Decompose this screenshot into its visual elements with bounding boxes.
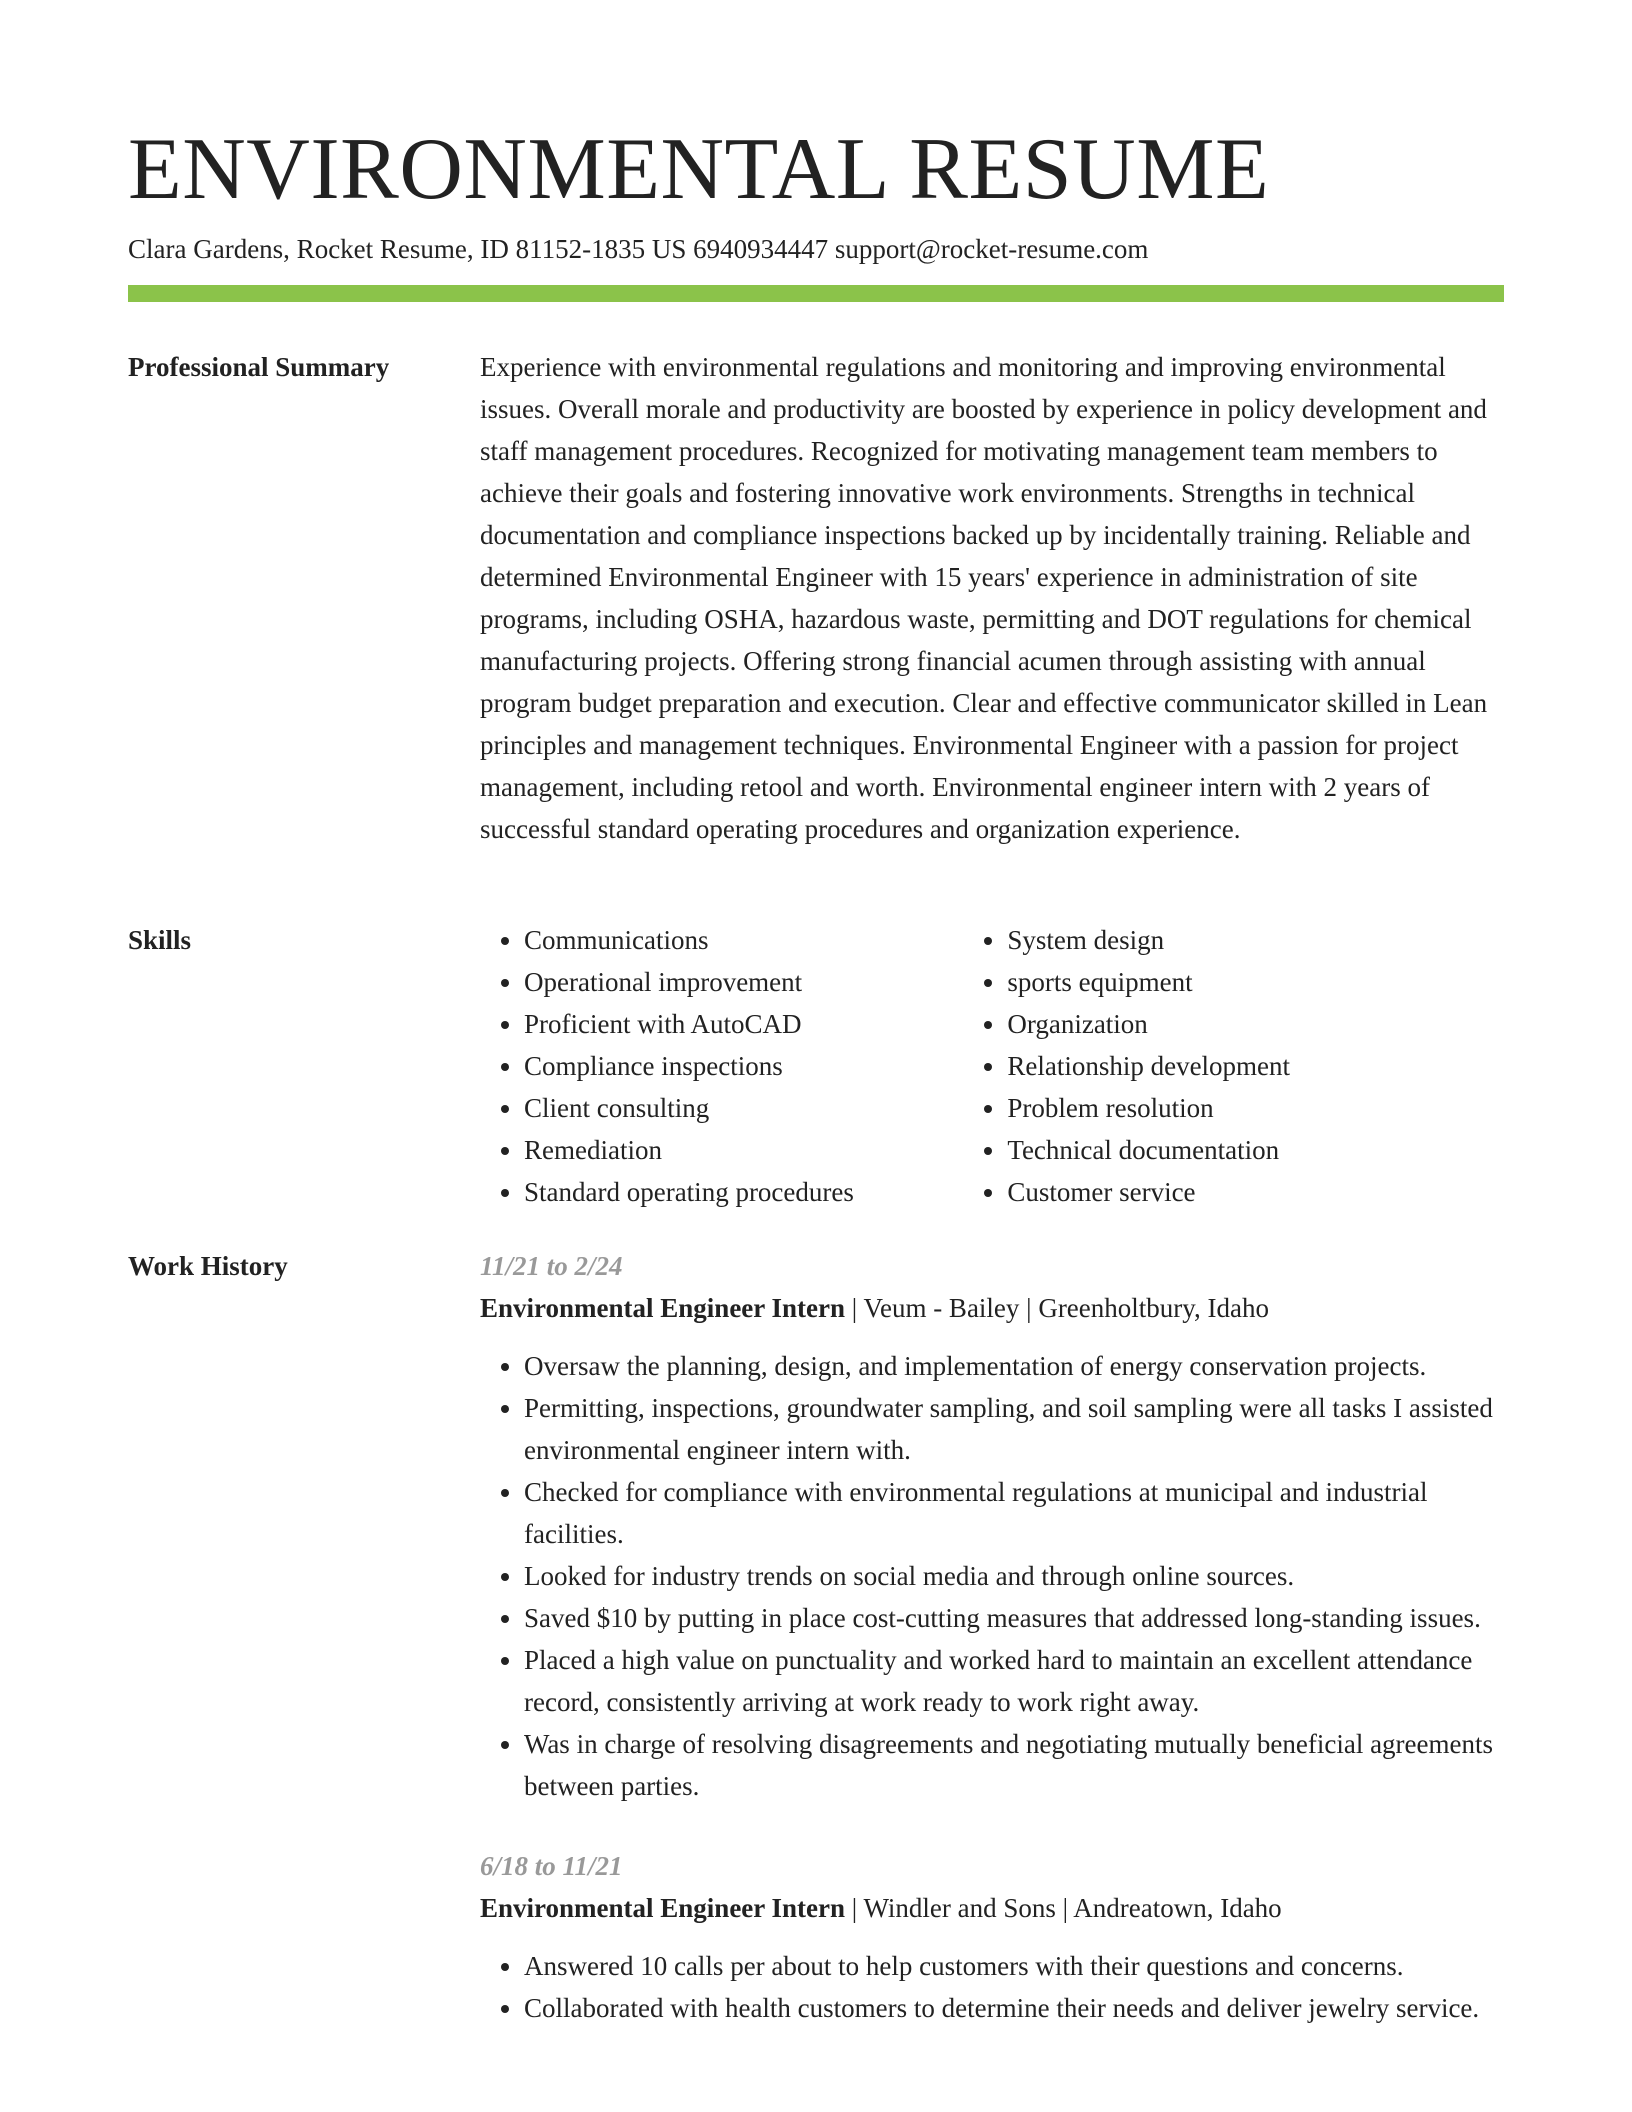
work-history-label: Work History — [128, 1251, 288, 1281]
job-duty: • Saved $10 by putting in place cost-cutting measures that addressed long-standing issues. — [524, 1597, 1504, 1639]
job-duty: • Looked for industry trends on social media and through online sources. — [524, 1555, 1504, 1597]
summary-label: Professional Summary — [128, 352, 390, 382]
job-header — [480, 1287, 1504, 1329]
skill-item: • System design — [1007, 919, 1504, 961]
job-duties — [480, 1945, 1504, 2029]
skill-item: • sports equipment — [1007, 961, 1504, 1003]
skills-section — [480, 919, 1504, 1213]
job-duty: • Checked for compliance with environmental regulations at municipal and industrial facilities. — [524, 1471, 1504, 1555]
skill-item: • Technical documentation — [1007, 1129, 1504, 1171]
job-dates: 11/21 to 2/24 — [480, 1251, 623, 1281]
skill-item: • Problem resolution — [1007, 1087, 1504, 1129]
job-duty: • Answered 10 calls per about to help customers with their questions and concerns. — [524, 1945, 1504, 1987]
job-duty: • Collaborated with health customers to determine their needs and deliver jewelry service. — [524, 1987, 1504, 2029]
job-entry — [480, 1245, 1504, 1807]
job-title: Environmental Engineer Intern — [480, 1293, 846, 1323]
skill-item: • Standard operating procedures — [524, 1171, 963, 1213]
skill-item: • Customer service — [1007, 1171, 1504, 1213]
job-duty: • Permitting, inspections, groundwater sampling, and soil sampling were all tasks I assisted environmental engineer intern with. — [524, 1387, 1504, 1471]
work-history-section — [480, 1245, 1504, 2067]
job-duty: • Was in charge of resolving disagreements and negotiating mutually beneficial agreements between parties. — [524, 1723, 1504, 1807]
skills-list-left — [480, 919, 963, 1213]
skills-label: Skills — [128, 925, 192, 955]
skills-list-right — [963, 919, 1504, 1213]
job-duty: • Placed a high value on punctuality and worked hard to maintain an excellent attendance record, consistently arriving at work ready to work right away. — [524, 1639, 1504, 1723]
skill-item: • Communications — [524, 919, 963, 961]
summary-section — [480, 346, 1504, 850]
job-dates: 6/18 to 11/21 — [480, 1851, 623, 1881]
job-employer-location: | Windler and Sons | Andreatown, Idaho — [845, 1893, 1282, 1923]
summary-text: Experience with environmental regulations and monitoring and improving environmental issues. Overall morale and productivity are boosted by experience in policy development and staff management procedures. Recognized for motivating management team members to achieve their goals and fostering innovative work environments. Strengths in technical documentation and compliance inspections backed up by incidentally training. Reliable and determined Environmental Engineer with 15 years' experience in administration of site programs, including OSHA, hazardous waste, permitting and DOT regulations for chemical manufacturing projects. Offering strong financial acumen through assisting with annual program budget preparation and execution. Clear and effective communicator skilled in Lean principles and management techniques. Environmental Engineer with a passion for project management, including retool and worth. Environmental engineer intern with 2 years of successful standard operating procedures and organization experience. — [480, 352, 1488, 844]
skill-item: • Organization — [1007, 1003, 1504, 1045]
skill-item: • Remediation — [524, 1129, 963, 1171]
contact-line: Clara Gardens, Rocket Resume, ID 81152-1835 US 6940934447 support@rocket-resume.com — [128, 234, 1149, 264]
skill-item: • Proficient with AutoCAD — [524, 1003, 963, 1045]
resume-title: ENVIRONMENTAL RESUME — [128, 121, 1270, 218]
job-duty: • Oversaw the planning, design, and implementation of energy conservation projects. — [524, 1345, 1504, 1387]
job-employer-location: | Veum - Bailey | Greenholtbury, Idaho — [845, 1293, 1269, 1323]
job-entry — [480, 1845, 1504, 2029]
job-duties — [480, 1345, 1504, 1807]
job-title: Environmental Engineer Intern — [480, 1893, 846, 1923]
skill-item: • Relationship development — [1007, 1045, 1504, 1087]
accent-divider — [128, 285, 1504, 302]
skill-item: • Operational improvement — [524, 961, 963, 1003]
skill-item: • Compliance inspections — [524, 1045, 963, 1087]
job-header — [480, 1887, 1504, 1929]
skill-item: • Client consulting — [524, 1087, 963, 1129]
